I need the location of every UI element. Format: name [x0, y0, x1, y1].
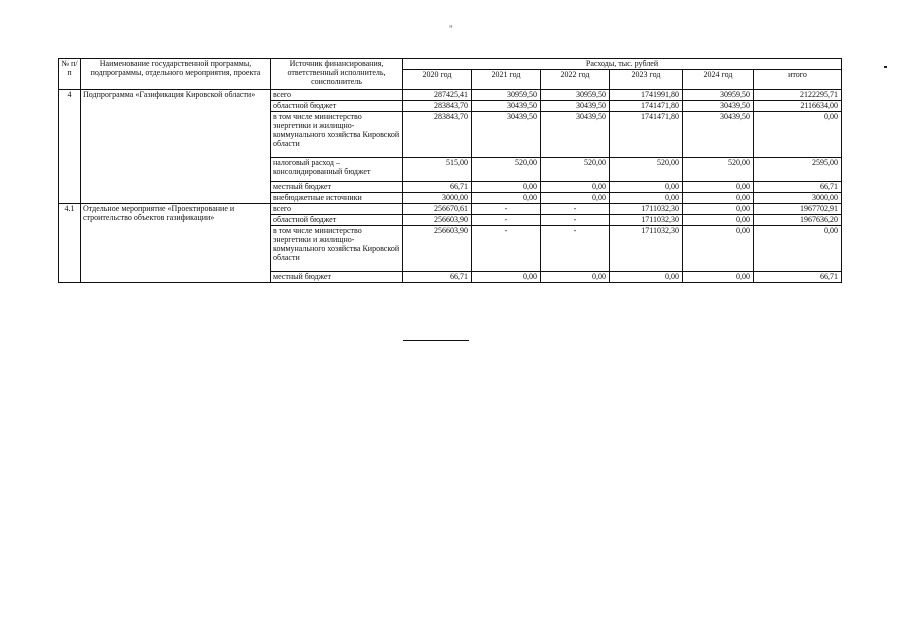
value-cell: 3000,00 [403, 193, 472, 204]
value-cell: 1967702,91 [754, 204, 842, 215]
value-cell: 30439,50 [472, 112, 541, 158]
value-cell: 520,00 [472, 158, 541, 182]
header-total: итого [754, 70, 842, 90]
value-cell: 2595,00 [754, 158, 842, 182]
value-cell: 30959,50 [683, 90, 754, 101]
value-cell: 1711032,30 [610, 204, 683, 215]
header-source: Источник финансирования, ответственный исполнитель, соисполнитель [271, 59, 403, 90]
row-source: всего [271, 90, 403, 101]
header-year-2024: 2024 год [683, 70, 754, 90]
value-cell: 256603,90 [403, 226, 472, 272]
value-cell: 30439,50 [541, 101, 610, 112]
row-source: внебюджетные источники [271, 193, 403, 204]
row-source: налоговый расход – консолидированный бюджет [271, 158, 403, 182]
value-cell: 283843,70 [403, 101, 472, 112]
value-cell: 0,00 [472, 193, 541, 204]
row-source: местный бюджет [271, 182, 403, 193]
row-source: областной бюджет [271, 215, 403, 226]
value-cell: 66,71 [403, 272, 472, 283]
header-year-2022: 2022 год [541, 70, 610, 90]
value-cell: 30439,50 [541, 112, 610, 158]
row-source: областной бюджет [271, 101, 403, 112]
value-cell: 3000,00 [754, 193, 842, 204]
value-cell: 256603,90 [403, 215, 472, 226]
value-cell: 520,00 [610, 158, 683, 182]
value-cell: 283843,70 [403, 112, 472, 158]
value-cell: 520,00 [683, 158, 754, 182]
value-cell: 515,00 [403, 158, 472, 182]
value-cell: 1741471,80 [610, 112, 683, 158]
value-cell: 30439,50 [683, 101, 754, 112]
value-cell: 0,00 [683, 215, 754, 226]
value-cell: 1711032,30 [610, 215, 683, 226]
value-cell: 2116634,00 [754, 101, 842, 112]
value-cell: - [472, 215, 541, 226]
value-cell: 1741471,80 [610, 101, 683, 112]
row-source: в том числе министерство энергетики и жилищно-коммунального хозяйства Кировской области [271, 226, 403, 272]
row-num: 4 [59, 90, 81, 204]
value-cell: - [541, 215, 610, 226]
value-cell: 0,00 [541, 182, 610, 193]
value-cell: 0,00 [541, 272, 610, 283]
value-cell: 30959,50 [472, 90, 541, 101]
header-year-2020: 2020 год [403, 70, 472, 90]
value-cell: 30439,50 [472, 101, 541, 112]
row-source: местный бюджет [271, 272, 403, 283]
value-cell: 0,00 [754, 226, 842, 272]
value-cell: 66,71 [754, 182, 842, 193]
value-cell: 256670,61 [403, 204, 472, 215]
value-cell: 0,00 [683, 182, 754, 193]
value-cell: 287425,41 [403, 90, 472, 101]
value-cell: 0,00 [472, 182, 541, 193]
value-cell: 0,00 [610, 193, 683, 204]
value-cell: 0,00 [472, 272, 541, 283]
value-cell: 2122295,71 [754, 90, 842, 101]
value-cell: 1741991,80 [610, 90, 683, 101]
value-cell: 1711032,30 [610, 226, 683, 272]
value-cell: 66,71 [403, 182, 472, 193]
header-year-2021: 2021 год [472, 70, 541, 90]
row-name: Подпрограмма «Газификация Кировской области» [81, 90, 271, 204]
value-cell: 0,00 [610, 272, 683, 283]
value-cell: - [472, 226, 541, 272]
expenses-table [58, 58, 842, 283]
value-cell: 0,00 [541, 193, 610, 204]
value-cell: 0,00 [610, 182, 683, 193]
header-name: Наименование государственной программы, подпрограммы, отдельного мероприятия, проекта [81, 59, 271, 90]
end-rule [403, 340, 469, 341]
page-mark: " [449, 24, 453, 34]
value-cell: - [541, 226, 610, 272]
value-cell: - [472, 204, 541, 215]
header-year-2023: 2023 год [610, 70, 683, 90]
value-cell: 66,71 [754, 272, 842, 283]
header-num: № п/п [59, 59, 81, 90]
row-num: 4.1 [59, 204, 81, 283]
value-cell: - [541, 204, 610, 215]
header-expenses: Расходы, тыс. рублей [403, 59, 842, 70]
value-cell: 0,00 [683, 226, 754, 272]
value-cell: 0,00 [683, 272, 754, 283]
value-cell: 0,00 [683, 193, 754, 204]
value-cell: 0,00 [683, 204, 754, 215]
value-cell: 520,00 [541, 158, 610, 182]
value-cell: 0,00 [754, 112, 842, 158]
scan-speck [884, 66, 887, 68]
row-source: в том числе министерство энергетики и жилищно-коммунального хозяйства Кировской области [271, 112, 403, 158]
table-row [59, 204, 842, 215]
value-cell: 30439,50 [683, 112, 754, 158]
value-cell: 30959,50 [541, 90, 610, 101]
row-source: всего [271, 204, 403, 215]
table-row [59, 90, 842, 101]
value-cell: 1967636,20 [754, 215, 842, 226]
row-name: Отдельное мероприятие «Проектирование и строительство объектов газификации» [81, 204, 271, 283]
